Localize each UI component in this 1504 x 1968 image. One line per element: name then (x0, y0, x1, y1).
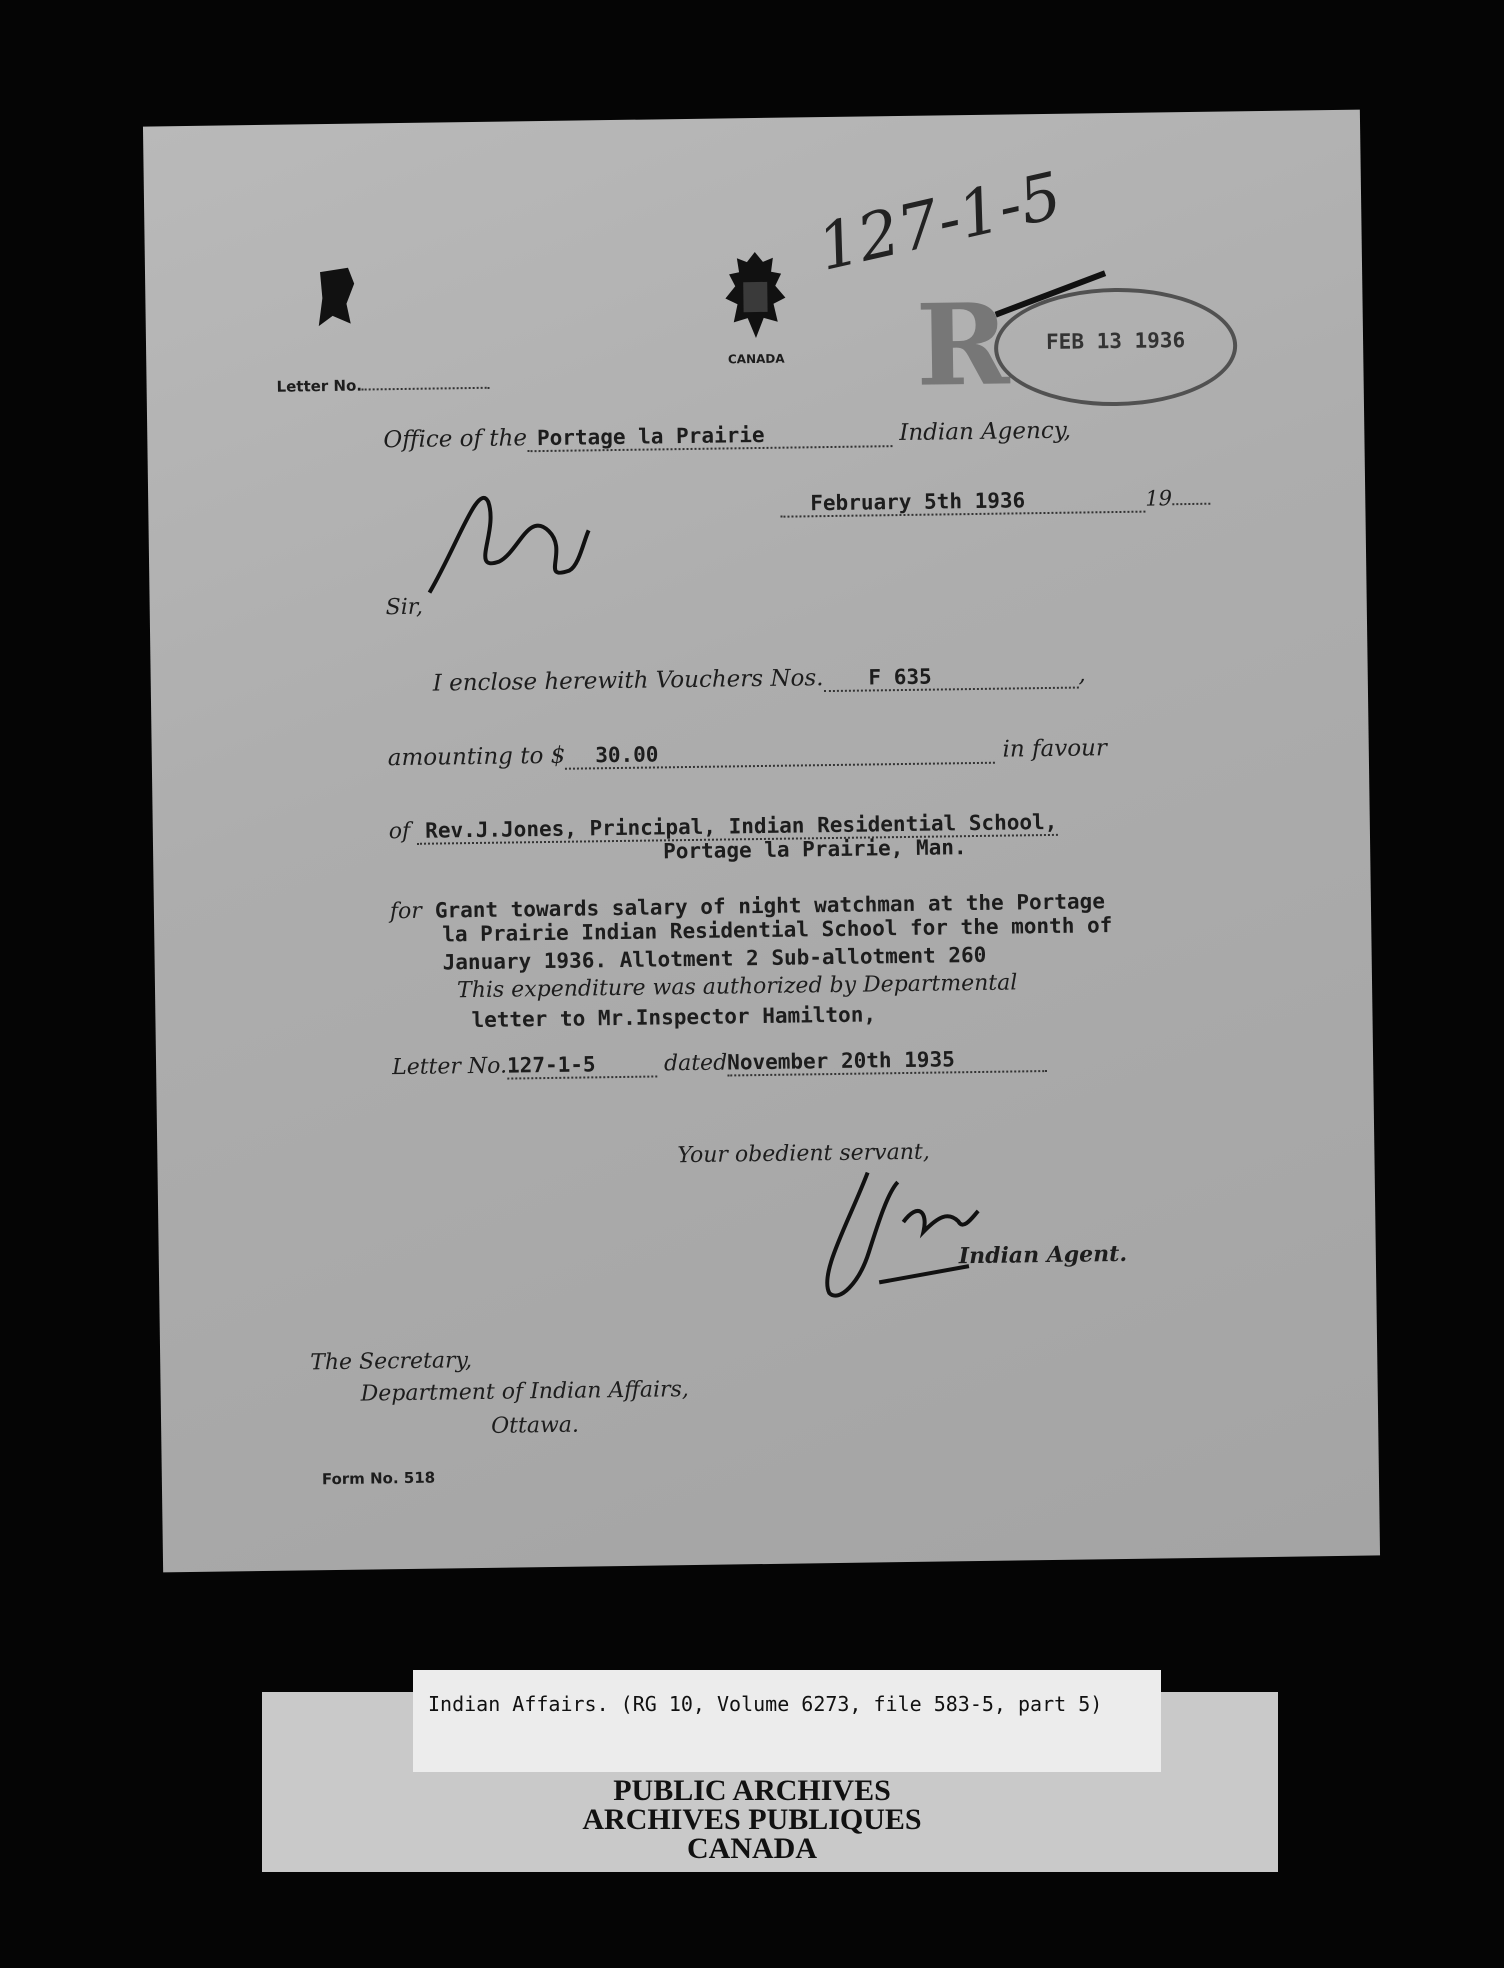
purpose-line3: January 1936. Allotment 2 Sub-allotment 260 (442, 942, 987, 975)
authorized-text: This expenditure was authorized by Departmental (456, 970, 1018, 1004)
for-label: for (389, 898, 423, 925)
amount-value: 30.00 (565, 738, 995, 770)
date-value: February 5th 1936 (780, 487, 1145, 518)
letter-ref-line (392, 1046, 1047, 1081)
form-no: Form No. 518 (321, 1468, 436, 1489)
addressee-line3: Ottawa. (490, 1412, 580, 1439)
salutation: Sir, (385, 594, 424, 621)
favour-label: in favour (1002, 735, 1108, 763)
canada-crest (705, 247, 807, 366)
addressee-line1: The Secretary, (310, 1348, 473, 1376)
archive-line1: PUBLIC ARCHIVES (613, 1774, 891, 1807)
payee-line1: Rev.J.Jones, Principal, Indian Residential School, (417, 810, 1057, 845)
vouchers-line: I enclose herewith Vouchers Nos. F 635 , (432, 661, 1086, 697)
crest-caption: CANADA (727, 351, 785, 367)
purpose-line2: la Prairie Indian Residential School for the month of (442, 913, 1113, 947)
amount-line (388, 735, 1107, 772)
received-stamp-letter: R (915, 279, 1011, 412)
agent-signature (808, 1161, 990, 1313)
voucher-value: F 635 (823, 663, 1078, 693)
document-page (143, 110, 1380, 1573)
archive-reference: Indian Affairs. (RG 10, Volume 6273, file 583-5, part 5) (428, 1692, 1103, 1716)
enclose-label: I enclose herewith Vouchers Nos. (432, 665, 824, 697)
archive-stamp (0, 1776, 1504, 1863)
office-value: Portage la Prairie (527, 421, 892, 452)
letter-no-value: 127-1-5 (507, 1051, 657, 1079)
date-line (780, 486, 1210, 518)
letter-no-header-dots (362, 387, 490, 391)
of-label: of (388, 818, 411, 845)
handwritten-file-ref: 127-1-5 (811, 159, 1069, 286)
stamp-date: FEB 13 1936 (1045, 328, 1186, 354)
purpose-line1: Grant towards salary of night watchman at the Portage (434, 889, 1106, 923)
dated-value: November 20th 1935 (727, 1046, 1047, 1076)
archive-line2: ARCHIVES PUBLIQUES (582, 1803, 922, 1836)
date-suffix-dots (1172, 503, 1210, 506)
amount-label: amounting to $ (387, 742, 566, 772)
letter-no-label: Letter No. (391, 1053, 508, 1081)
payee-line2: Portage la Prairie, Man. (662, 835, 967, 864)
ink-blot (310, 264, 361, 330)
date-suffix: 19 (1145, 486, 1173, 511)
crest-icon (715, 247, 796, 348)
office-prefix: Office of the (383, 425, 528, 454)
office-line (383, 418, 1071, 455)
office-suffix: Indian Agency, (899, 417, 1072, 447)
letter-no-header-label: Letter No. (276, 376, 363, 396)
archive-line3: CANADA (687, 1832, 817, 1865)
initials-signature (418, 470, 600, 612)
closing: Your obedient servant, (677, 1139, 930, 1169)
archive-reference-label (413, 1670, 1161, 1772)
addressee-line2: Department of Indian Affairs, (360, 1377, 689, 1407)
letter-no-header (276, 374, 490, 396)
authorized-value: letter to Mr.Inspector Hamilton, (471, 1002, 877, 1033)
dated-label: dated (663, 1050, 728, 1077)
signer-title: Indian Agent. (958, 1240, 1128, 1270)
